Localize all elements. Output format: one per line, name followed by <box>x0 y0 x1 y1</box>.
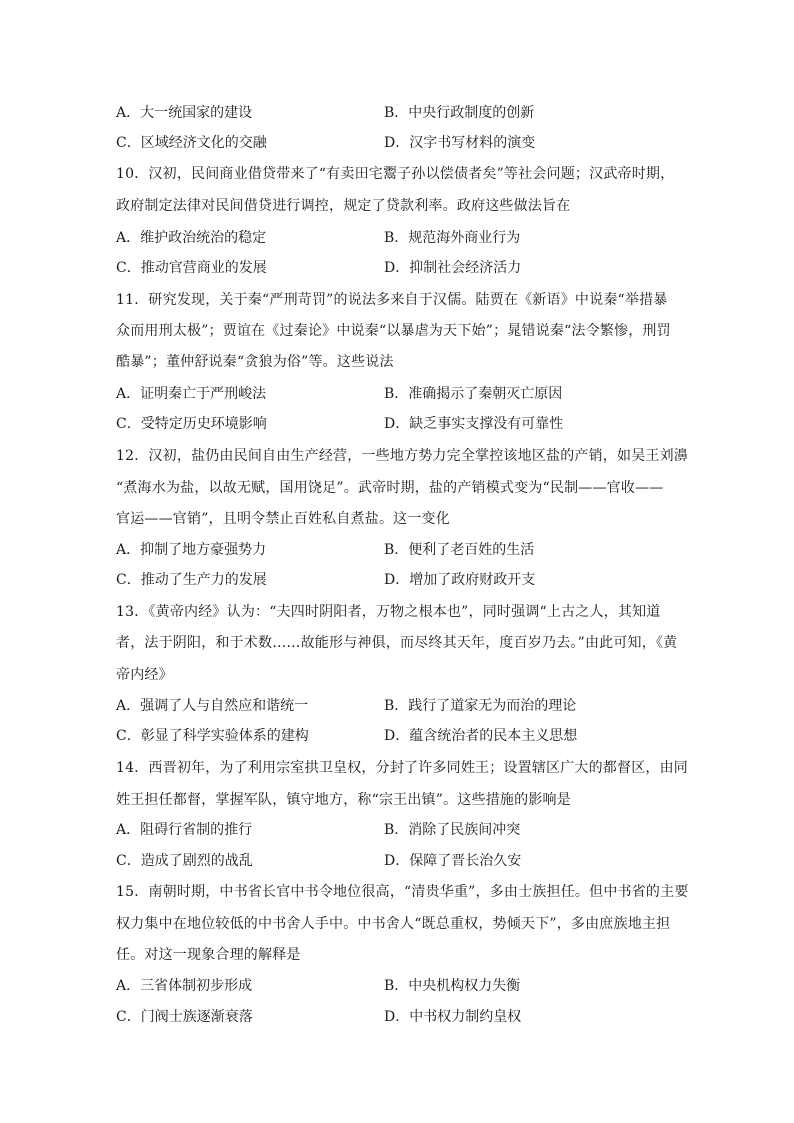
q14-option-d[interactable]: D．保障了晋长治久安 <box>384 853 522 869</box>
q10-option-c[interactable]: C．推动官营商业的发展 <box>116 260 267 276</box>
q12-option-b[interactable]: B．便利了老百姓的生活 <box>384 542 535 558</box>
q12-option-c[interactable]: C．推动了生产力的发展 <box>116 572 267 588</box>
q14-option-b[interactable]: B．消除了民族间冲突 <box>384 822 521 838</box>
q14-stem-line-1: 14．西晋初年，为了利用宗室拱卫皇权，分封了许多同姓王；设置辖区广大的都督区，由同 <box>116 760 689 776</box>
q11-stem-line-1: 11．研究发现，关于秦“严刑苛罚”的说法多来自于汉儒。陆贾在《新语》中说秦“举措暴 <box>116 292 668 308</box>
q15-stem-line-1: 15．南朝时期，中书省长官中书令地位很高，“清贵华重”，多由士族担任。但中书省的主要 <box>116 884 689 900</box>
q13-option-b[interactable]: B．践行了道家无为而治的理论 <box>384 698 577 714</box>
q11-option-a[interactable]: A．证明秦亡于严刑峻法 <box>116 386 267 402</box>
q14-stem-line-2: 姓王担任都督，掌握军队，镇守地方，称“宗王出镇”。这些措施的影响是 <box>116 792 571 808</box>
q12-option-d[interactable]: D．增加了政府财政开支 <box>384 572 536 588</box>
q15-option-c[interactable]: C．门阀士族逐渐衰落 <box>116 1009 253 1025</box>
q11-stem-line-2: 众而用刑太极”；贾谊在《过秦论》中说秦“以暴虐为天下始”；晁错说秦“法令繁惨，刑罚 <box>116 323 671 339</box>
q13-option-c[interactable]: C．彰显了科学实验体系的建构 <box>116 728 309 744</box>
q12-stem-line-3: 官运——官销”，且明令禁止百姓私自煮盐。这一变化 <box>116 511 450 527</box>
q11-option-c[interactable]: C．受特定历史环境影响 <box>116 416 267 432</box>
q13-stem-line-1: 13．《黄帝内经》认为：“夫四时阴阳者，万物之根本也”，同时强调“上古之人，其知道 <box>116 604 661 620</box>
q15-option-a[interactable]: A．三省体制初步形成 <box>116 978 253 994</box>
q12-stem-line-2: “煮海水为盐，以故无赋，国用饶足”。武帝时期，盐的产销模式变为“民制——官收—— <box>116 480 664 496</box>
q15-stem-line-2: 权力集中在地位较低的中书舍人手中。中书舍人“既总重权，势倾天下”，多由庶族地主担 <box>116 916 671 932</box>
q15-option-d[interactable]: D．中书权力制约皇权 <box>384 1009 522 1025</box>
q10-stem-line-2: 政府制定法律对民间借贷进行调控，规定了贷款利率。政府这些做法旨在 <box>116 198 571 214</box>
q14-option-a[interactable]: A．阻碍行省制的推行 <box>116 822 253 838</box>
q13-option-d[interactable]: D．蕴含统治者的民本主义思想 <box>384 728 578 744</box>
q13-stem-line-3: 帝内经》 <box>116 667 173 683</box>
q10-option-d[interactable]: D．抑制社会经济活力 <box>384 260 522 276</box>
q9-option-c[interactable]: C．区域经济文化的交融 <box>116 135 267 151</box>
q11-option-d[interactable]: D．缺乏事实支撑没有可靠性 <box>384 416 564 432</box>
q12-option-a[interactable]: A．抑制了地方豪强势力 <box>116 542 267 558</box>
q11-stem-line-3: 酷暴”；董仲舒说秦“贪狼为俗”等。这些说法 <box>116 354 394 370</box>
q13-stem-line-2: 者，法于阴阳，和于术数……故能形与神俱，而尽终其天年，度百岁乃去。”由此可知，《黄 <box>116 635 678 651</box>
q9-option-d[interactable]: D．汉字书写材料的演变 <box>384 135 536 151</box>
q10-option-a[interactable]: A．维护政治统治的稳定 <box>116 230 267 246</box>
q13-option-a[interactable]: A．强调了人与自然应和谐统一 <box>116 698 309 714</box>
q10-option-b[interactable]: B．规范海外商业行为 <box>384 230 521 246</box>
q10-stem-line-1: 10．汉初，民间商业借贷带来了“有卖田宅鬻子孙以偿债者矣”等社会问题；汉武帝时期， <box>116 166 675 182</box>
q12-stem-line-1: 12．汉初，盐仍由民间自由生产经营，一些地方势力完全掌控该地区盐的产销，如吴王刘濞 <box>116 448 689 464</box>
q15-option-b[interactable]: B．中央机构权力失衡 <box>384 978 521 994</box>
q9-option-a[interactable]: A．大一统国家的建设 <box>116 105 253 121</box>
q15-stem-line-3: 任。对这一现象合理的解释是 <box>116 947 301 963</box>
q14-option-c[interactable]: C．造成了剧烈的战乱 <box>116 853 253 869</box>
q11-option-b[interactable]: B．准确揭示了秦朝灭亡原因 <box>384 386 563 402</box>
q9-option-b[interactable]: B．中央行政制度的创新 <box>384 105 535 121</box>
